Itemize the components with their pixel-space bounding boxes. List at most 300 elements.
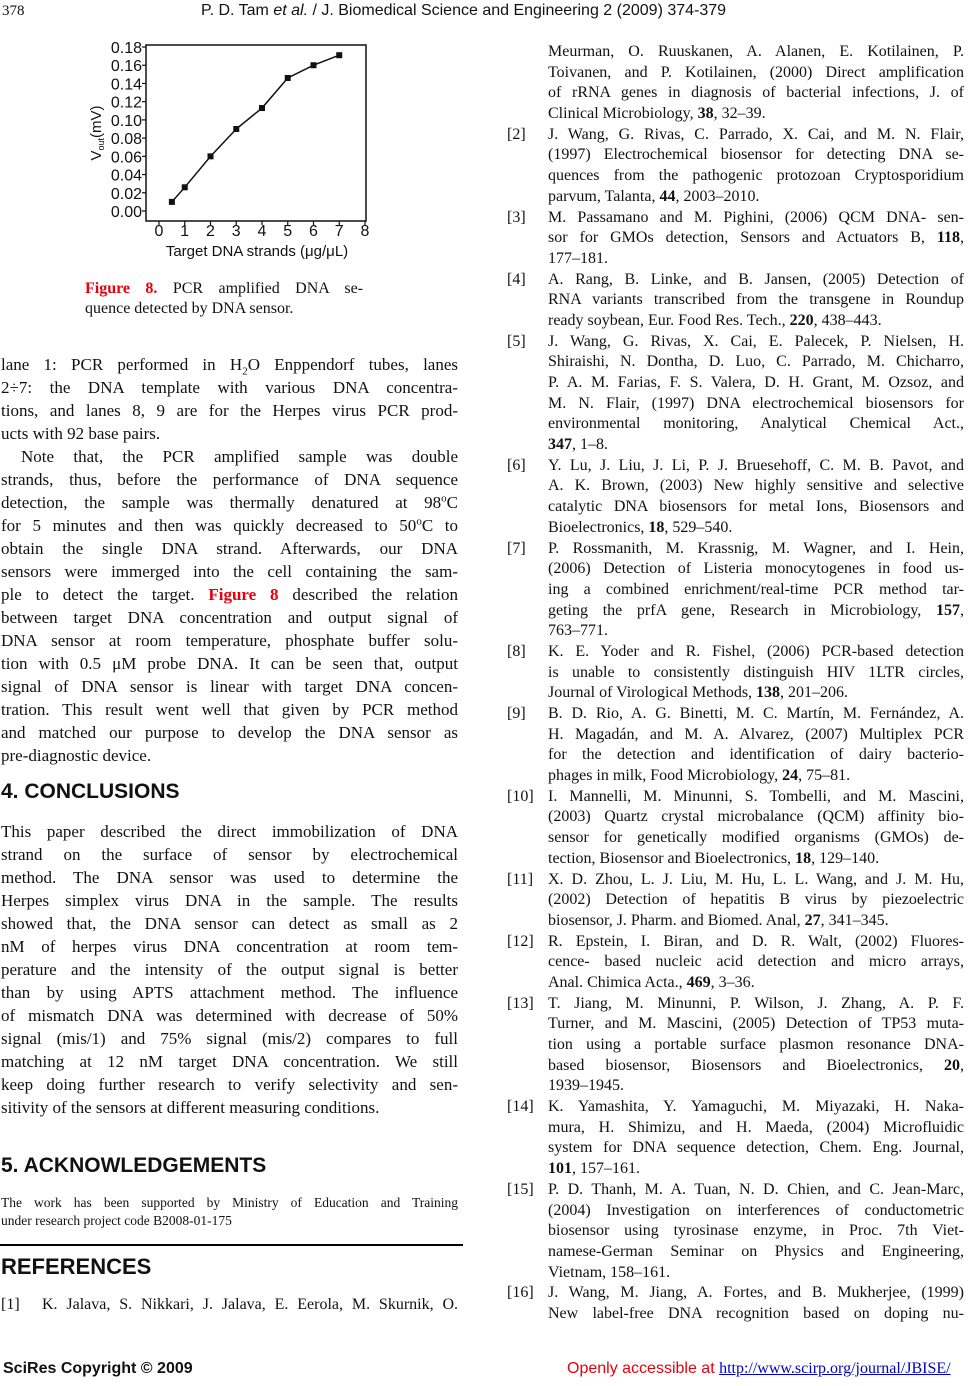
text-line [1,422,458,445]
data-point-marker [169,199,175,205]
text-segment: tection, Biosensor and Bioelectronics, [548,849,796,867]
text-segment: J. Wang, G. Rivas, C. Parrado, X. Cai, and M. N. Flair, [548,125,964,143]
y-axis-title-part: out [96,137,106,151]
text-segment: system for DNA sequence detection, Chem. Eng. Journal, [548,1139,964,1157]
text-line [548,828,964,849]
text-segment: 177–181. [548,249,608,267]
text-segment: , 1–8. [572,436,608,454]
text-line [1,675,458,698]
reference-number: [12] [507,932,534,950]
text-segment: described the relation [278,585,458,604]
volume-number: 18 [795,849,812,867]
text-line [548,42,964,63]
text-segment: Anal. Chimica Acta., [548,973,687,991]
text-segment: biosensor, J. Pharm. and Biomed. Anal, [548,911,805,929]
reference-number: [1] [1,1296,20,1313]
text-segment: J. Wang, G. Rivas, X. Cai, E. Palecek, P. Nielsen, H. [548,332,964,350]
text-segment: I. Mannelli, M. Minunni, S. Tombelli, and M. Mascini, [548,787,964,805]
reference-text [42,1295,458,1316]
text-segment: O Enppendorf tubes, lanes [247,355,459,374]
text-line [1,652,458,675]
text-segment: Note that, the PCR amplified sample was double [21,447,458,466]
text-segment: ucts with 92 base pairs. [1,424,161,443]
text-segment: , 32–39. [713,105,766,123]
text-segment: of rRNA genes in diagnosis of bacterial infections, J. of [548,84,964,102]
text-line [548,166,964,187]
text-line [548,580,964,601]
text-line [1,1004,458,1027]
y-tick-label: 0.16 [110,58,142,76]
y-tick-label: 0.02 [110,185,142,203]
reference-item [1,1295,458,1316]
reference-text [548,1283,964,1324]
text-segment: Shiraishi, N. Dontha, D. Luo, C. Parrado, M. Chicharro, [548,353,964,371]
text-line [548,787,964,808]
text-line [548,973,964,994]
y-axis-title-part: V [88,150,105,161]
text-line [1,958,458,981]
text-segment: , 3–36. [710,973,755,991]
open-access-notice [567,1360,951,1378]
text-line [548,621,964,642]
text-segment: (2003) Quartz crystal microbalance (QCM) affinity bio- [548,808,964,826]
text-segment: B. D. Rio, A. G. Binetti, M. C. Martín, M. Fernández, A. [548,705,964,722]
text-segment: namese-German Seminar on Physics and Engineering, [548,1242,964,1260]
text-line [1,889,458,912]
x-tick-label: 1 [180,223,190,240]
text-line [548,1263,964,1284]
text-line [1,935,458,958]
body-paragraph-2 [1,445,458,767]
text-line [1,981,458,1004]
volume-number: 157 [936,601,960,619]
text-segment: (2002) Detection of hepatitis B virus by piezoelectric [548,891,964,909]
text-segment: Toivanen, and P. Kotilainen, (2000) Direct amplification [548,63,964,81]
text-segment: than by using APTS attachment method. The influence [1,983,458,1002]
text-segment: A. Rang, B. Linke, and B. Jansen, (2005) Detection of [548,270,964,288]
text-line [1,912,458,935]
reference-text [548,125,964,208]
text-segment: J. Wang, M. Jiang, A. Fortes, and B. Mukherjee, (1999) [548,1284,964,1302]
text-segment: , 129–140. [811,849,880,867]
text-segment: tration. This result went well that given by PCR method [1,700,458,719]
reference-number: [2] [507,125,526,143]
text-line [1,1073,458,1096]
page-number: 378 [2,3,25,19]
acknowledgements-heading: 5. ACKNOWLEDGEMENTS [1,1154,267,1177]
text-segment: (2004) Investigation on interferences of conductometric [548,1201,964,1219]
text-line [1,744,458,767]
text-segment: , 529–540. [664,518,733,536]
reference-number: [15] [507,1180,534,1198]
text-segment: This paper described the direct immobilization of DNA [1,822,458,841]
text-line [548,601,964,622]
text-segment: Meurman, O. Ruuskanen, A. Alanen, E. Kotilainen, P. [548,43,964,60]
text-line [548,952,964,973]
volume-number: 347 [548,436,572,454]
text-segment: C [446,493,458,512]
reference-item [507,332,964,456]
text-segment: for 5 minutes and then was quickly decreased to 50 [1,516,417,535]
text-line [548,435,964,456]
text-line [1,583,458,606]
text-segment: M. Passamano and M. Pighini, (2006) QCM DNA- sen- [548,208,964,226]
acknowledgements-text [1,1194,458,1230]
text-line [548,63,964,84]
text-segment: strands, thus, before the performance of DNA sequence [1,470,458,489]
text-line [1,491,458,514]
x-tick-label: 2 [206,223,215,240]
reference-item [507,787,964,870]
text-segment: Y. Lu, J. Liu, J. Li, P. J. Bruesehoff, C. M. B. Pavot, and [548,456,964,474]
text-line [548,228,964,249]
figure-reference-link[interactable]: Figure 8 [208,585,279,604]
y-tick-label: 0.00 [110,204,142,221]
text-segment: 763–771. [548,622,608,640]
figure-reference-link[interactable]: Figure 8. [85,280,158,297]
running-title [201,2,846,20]
reference-text [548,332,964,456]
reference-item [507,208,964,270]
reference-text [548,870,964,932]
references-list-left [1,1295,458,1316]
text-line [1,843,458,866]
text-line [548,1242,964,1263]
text-segment: strand on the surface of sensor by electrochemical [1,845,458,864]
text-segment: , [960,601,964,619]
text-line [548,683,964,704]
text-segment: 2 [242,365,248,378]
text-segment: Bioelectronics, [548,518,649,536]
reference-text [548,42,964,125]
text-segment: M. N. Flair, (1997) DNA electrochemical biosensors for [548,394,964,412]
text-line [548,1076,964,1097]
text-segment: matching at 12 nM target DNA concentration. We still [1,1052,458,1071]
volume-number: 220 [789,311,814,329]
reference-text [548,994,964,1097]
reference-item [507,870,964,932]
text-line [1,866,458,889]
text-segment: , 438–443. [813,311,882,329]
text-segment: The work has been supported by Ministry of Education and Training [1,1195,458,1210]
text-segment: signal (mis/1) and 75% signal (mis/2) compares to full [1,1029,458,1048]
text-line [548,539,964,560]
y-tick-label: 0.08 [110,131,142,149]
open-access-label: Openly accessible at [567,1360,720,1377]
text-line [1,514,458,537]
text-line [548,849,964,870]
running-title-etal: et al. [273,2,309,19]
text-line [548,1201,964,1222]
y-tick-label: 0.12 [110,94,142,112]
reference-text [548,1097,964,1180]
x-tick-label: 0 [154,223,164,240]
text-line [548,1035,964,1056]
text-line [548,518,964,539]
text-segment: for the detection and identification of dairy bacterio- [548,746,964,764]
text-line [548,311,964,332]
text-segment: C to [421,516,459,535]
y-tick-label: 0.06 [110,149,142,167]
volume-number: 24 [782,767,799,785]
x-tick-label: 8 [360,223,370,240]
reference-number: [10] [507,787,534,805]
body-paragraph-1 [1,353,458,445]
text-line [548,332,964,353]
text-line [548,145,964,166]
text-line [1,560,458,583]
x-tick-label: 4 [257,223,267,240]
y-axis-title-part: (mV) [88,105,105,138]
text-line [548,1283,964,1304]
text-segment: quence detected by DNA sensor. [85,300,294,317]
text-line [1,1194,458,1212]
text-line [1,376,458,399]
text-segment: , 201–206. [780,684,849,702]
reference-text [548,270,964,332]
text-line [548,1056,964,1077]
text-line [85,299,363,319]
reference-text [548,1180,964,1283]
data-point-marker [182,184,188,190]
text-line [548,1159,964,1180]
text-line [1,1096,458,1119]
text-line [548,1118,964,1139]
reference-item [507,270,964,332]
text-segment: method. The DNA sensor was used to determine the [1,868,458,887]
reference-text [548,787,964,870]
text-segment: geting the prfA gene, Research in Microbiology, [548,601,936,619]
reference-item [507,1283,964,1324]
volume-number: 27 [804,911,821,929]
text-line [548,290,964,311]
reference-item [507,994,964,1097]
text-line [1,399,458,422]
text-segment: is unable to consistently distinguish HIV 1LTR circles, [548,663,964,681]
text-segment: RNA variants transcribed from the transgene in Roundup [548,291,964,309]
text-line [548,249,964,270]
reference-number: [11] [507,870,534,888]
volume-number: 18 [648,518,665,536]
y-tick-label: 0.10 [110,112,142,130]
text-segment: sor for GMOs detection, Sensors and Actuators B, [548,229,937,247]
x-tick-label: 5 [283,223,293,240]
text-segment: environmental monitoring, Analytical Chemical Act., [548,415,964,433]
x-tick-label: 7 [334,223,344,240]
text-line [548,373,964,394]
text-segment: under research project code B2008-01-175 [1,1213,232,1228]
volume-number: 44 [659,187,676,205]
running-title-journal: / J. Biomedical Science and Engineering 2 (2009) 374-379 [308,2,727,19]
x-axis-title: Target DNA strands (μg/μL) [165,243,349,260]
data-point-marker [311,62,317,68]
y-tick-label: 0.04 [110,167,142,185]
conclusions-paragraph [1,820,458,1119]
reference-number: [7] [507,539,526,557]
text-line [548,270,964,291]
text-segment: Vietnam, 158–161. [548,1263,671,1281]
text-line [548,1138,964,1159]
references-list-right [507,42,964,1325]
reference-item [507,539,964,642]
reference-item [507,125,964,208]
reference-text [548,208,964,270]
text-line [1,721,458,744]
reference-number: [14] [507,1098,534,1116]
text-segment: Clinical Microbiology, [548,105,698,123]
text-segment: sensors were immerged into the cell containing the sam- [1,562,458,581]
text-line [548,890,964,911]
text-segment: Herpes simplex virus DNA in the sample. The results [1,891,458,910]
text-line [1,1027,458,1050]
text-segment: P. A. M. Farias, F. S. Valera, D. H. Grant, M. Ozsoz, and [548,374,964,391]
reference-text [548,539,964,642]
reference-number: [3] [507,208,526,226]
text-line [548,476,964,497]
reference-text [548,642,964,704]
reference-number: [5] [507,332,526,350]
text-segment: , 341–345. [820,911,889,929]
reference-number: [6] [507,456,526,474]
text-segment: obtain the single DNA strand. Afterwards, our DNA [1,539,458,558]
text-line [548,394,964,415]
text-line [548,911,964,932]
data-point-marker [285,75,291,81]
text-segment: tion using a portable surface plasmon resonance DNA- [548,1036,964,1053]
text-segment: X. D. Zhou, L. J. Liu, M. Hu, L. L. Wang, and J. M. Hu, [548,870,964,888]
text-segment: nM of herpes virus DNA concentration at room tem- [1,937,458,956]
figure-caption [85,279,363,319]
volume-number: 138 [756,684,781,702]
text-segment: catalytic DNA biosensors for metal Ions, Biosensors and [548,498,964,516]
copyright-notice: SciRes Copyright © 2009 [3,1360,193,1377]
text-line [1,820,458,843]
text-segment: and matched our purpose to develop the DNA sensor as [1,723,458,742]
reference-item [507,1097,964,1180]
reference-item [507,42,964,125]
reference-number: [8] [507,642,526,660]
text-line [548,1097,964,1118]
text-line [1,353,458,376]
text-line [548,1221,964,1242]
reference-text [548,932,964,994]
text-line [548,187,964,208]
text-line [548,1180,964,1201]
text-line [548,83,964,104]
text-line [1,606,458,629]
text-segment: showed that, the DNA sensor can detect as small as 2 [1,914,458,933]
text-line [548,663,964,684]
text-segment: (1997) Electrochemical biosensor for detecting DNA se- [548,146,964,164]
section-divider [0,1244,463,1246]
text-line [548,642,964,663]
text-line [85,279,363,299]
text-segment: H. Magadán, and M. A. Alvarez, (2007) Multiplex PCR [548,725,964,743]
text-line [548,766,964,787]
text-segment: between target DNA concentration and output signal of [1,608,458,627]
y-tick-label: 0.18 [110,40,142,57]
text-segment: K. E. Yoder and R. Fishel, (2006) PCR-based detection [548,642,964,660]
text-line [1,1050,458,1073]
data-point-marker [336,52,342,58]
text-line [548,104,964,125]
text-segment: Journal of Virological Methods, [548,684,757,702]
text-segment: New label-free DNA recognition based on doping nu- [548,1304,964,1322]
text-segment: detection, the sample was thermally denatured at 98 [1,493,442,512]
text-line [548,352,964,373]
text-segment: keep doing further research to verify selectivity and sen- [1,1075,458,1094]
text-segment: lane 1: PCR performed in H [1,355,243,374]
text-line [1,1212,458,1230]
text-segment: phages in milk, Food Microbiology, [548,767,783,785]
volume-number: 469 [686,973,711,991]
text-segment: signal of DNA sensor is linear with target DNA concen- [1,677,458,696]
reference-number: [16] [507,1284,534,1302]
reference-item [507,1180,964,1283]
text-line [42,1295,458,1316]
text-line [548,1304,964,1325]
text-line [1,698,458,721]
text-line [1,537,458,560]
running-title-authors: P. D. Tam [201,2,274,19]
text-segment: , [960,1056,964,1074]
text-segment: , 157–161. [572,1160,640,1178]
y-axis-title [88,105,106,160]
reference-text [548,456,964,539]
text-segment: tion with 0.5 μM probe DNA. It can be seen that, output [1,654,458,673]
data-point-marker [233,126,239,132]
reference-item [507,642,964,704]
text-segment: mura, H. Shimizu, and H. Maeda, (2004) Microfluidic [548,1118,964,1136]
text-segment: ing a combined enrichment/real-time PCR method tar- [548,580,964,598]
text-segment: perature and the intensity of the output signal is better [1,960,458,979]
text-line [548,125,964,146]
text-segment: cence- based nucleic acid detection and micro arrays, [548,953,964,971]
text-line [548,932,964,953]
text-segment: tions, and lanes 8, 9 are for the Herpes virus PCR prod- [1,401,458,420]
text-segment: based biosensor, Biosensors and Bioelectronics, [548,1056,944,1074]
data-point-marker [259,105,265,111]
text-segment: quences from the pathogenic protozoan Cryptosporidium [548,167,964,185]
text-line [548,807,964,828]
text-segment: DNA sensor at room temperature, phosphate buffer solu- [1,631,458,650]
text-segment: K. Yamashita, Y. Yamaguchi, M. Miyazaki, H. Naka- [548,1098,964,1116]
text-line [548,456,964,477]
volume-number: 118 [936,229,960,247]
text-line [1,445,458,468]
reference-number: [13] [507,994,534,1012]
text-line [548,870,964,891]
reference-item [507,704,964,787]
x-tick-label: 3 [231,223,241,240]
text-segment: parvum, Talanta, [548,187,660,205]
text-segment: (2006) Detection of Listeria monocytogenes in food us- [548,560,964,578]
text-segment: T. Jiang, M. Minunni, P. Wilson, J. Zhang, A. P. F. [548,994,964,1012]
x-tick-label: 6 [309,223,318,240]
conclusions-heading: 4. CONCLUSIONS [1,780,180,803]
volume-number: 20 [944,1056,960,1074]
text-segment: , [960,229,964,247]
reference-item [507,932,964,994]
text-segment: , 2003–2010. [675,187,760,205]
data-point-marker [208,153,214,159]
journal-link[interactable]: http://www.scirp.org/journal/JBISE/ [719,1360,951,1377]
text-segment: Turner, and M. Mascini, (2005) Detection of TP53 muta- [548,1015,964,1033]
text-line [548,414,964,435]
text-segment: K. Jalava, S. Nikkari, J. Jalava, E. Eerola, M. Skurnik, O. [42,1296,458,1313]
text-segment: ple to detect the target. [1,585,209,604]
y-tick-label: 0.14 [110,76,142,94]
